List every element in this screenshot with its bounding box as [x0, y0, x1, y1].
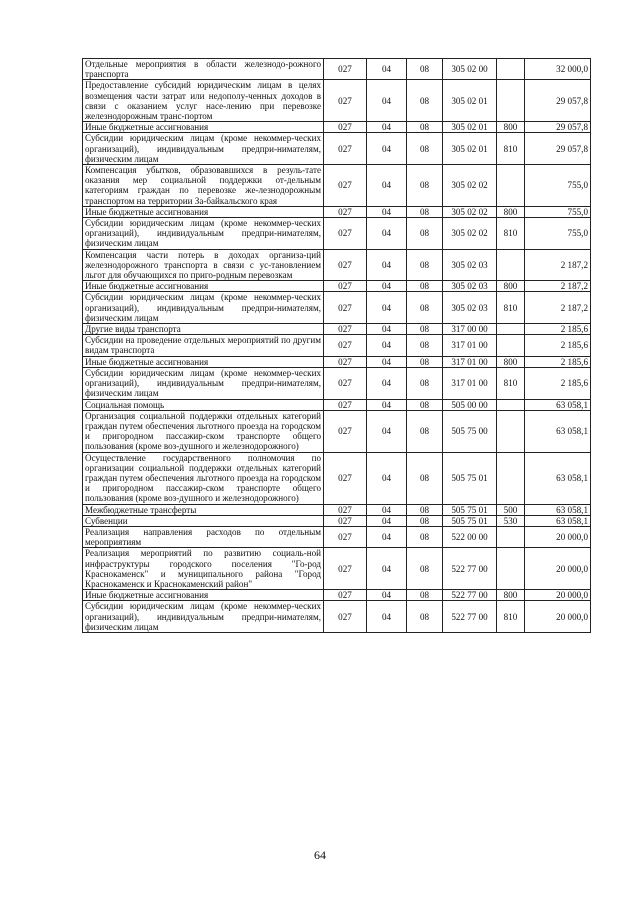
table-row [83, 281, 591, 292]
row-subsection-code: 08 [407, 356, 443, 367]
row-name: Иные бюджетные ассигнования [83, 206, 324, 217]
row-expense-type [497, 526, 525, 547]
row-ministry-code: 027 [324, 80, 367, 122]
row-expense-type: 810 [497, 133, 525, 165]
table-row [83, 59, 591, 80]
row-ministry-code: 027 [324, 335, 367, 356]
row-name: Межбюджетные трансферты [83, 504, 324, 515]
row-name: Иные бюджетные ассигнования [83, 356, 324, 367]
row-ministry-code: 027 [324, 165, 367, 207]
row-subsection-code: 08 [407, 122, 443, 133]
table-row [83, 122, 591, 133]
row-amount: 2 187,2 [525, 292, 591, 324]
row-section-code: 04 [367, 515, 407, 526]
row-amount: 755,0 [525, 165, 591, 207]
row-section-code: 04 [367, 399, 407, 410]
row-ministry-code: 027 [324, 218, 367, 250]
row-target-article: 505 75 01 [443, 504, 497, 515]
row-expense-type: 800 [497, 281, 525, 292]
row-expense-type [497, 399, 525, 410]
table-row [83, 292, 591, 324]
row-target-article: 305 02 03 [443, 281, 497, 292]
page-number: 64 [314, 848, 326, 862]
row-section-code: 04 [367, 133, 407, 165]
row-expense-type [497, 452, 525, 504]
row-name: Другие виды транспорта [83, 324, 324, 335]
row-target-article: 305 02 03 [443, 292, 497, 324]
table-row [83, 504, 591, 515]
table-row [83, 548, 591, 590]
row-subsection-code: 08 [407, 335, 443, 356]
row-section-code: 04 [367, 410, 407, 452]
table-row [83, 165, 591, 207]
row-name: Субсидии юридическим лицам (кроме некоммер-ческих организаций), индивидуальным предпри-нимателям, физическим лицам [83, 292, 324, 324]
row-target-article: 505 75 01 [443, 515, 497, 526]
row-expense-type: 530 [497, 515, 525, 526]
row-amount: 20 000,0 [525, 526, 591, 547]
row-ministry-code: 027 [324, 410, 367, 452]
table-row [83, 399, 591, 410]
row-subsection-code: 08 [407, 515, 443, 526]
row-section-code: 04 [367, 356, 407, 367]
row-expense-type [497, 324, 525, 335]
row-amount: 2 185,6 [525, 367, 591, 399]
row-target-article: 305 02 02 [443, 165, 497, 207]
row-target-article: 522 00 00 [443, 526, 497, 547]
row-expense-type: 800 [497, 122, 525, 133]
row-target-article: 305 02 01 [443, 122, 497, 133]
row-target-article: 305 02 01 [443, 133, 497, 165]
row-subsection-code: 08 [407, 80, 443, 122]
row-ministry-code: 027 [324, 133, 367, 165]
row-subsection-code: 08 [407, 590, 443, 601]
row-section-code: 04 [367, 206, 407, 217]
row-section-code: 04 [367, 452, 407, 504]
row-amount: 2 187,2 [525, 281, 591, 292]
row-name: Реализация мероприятий по развитию социаль-ной инфраструктуры городского поселения "Го-род Краснокаменск" и муниципального района "Город Краснокаменск и Краснокаменский район" [83, 548, 324, 590]
row-amount: 755,0 [525, 206, 591, 217]
row-subsection-code: 08 [407, 281, 443, 292]
row-target-article: 522 77 00 [443, 590, 497, 601]
row-expense-type [497, 80, 525, 122]
row-section-code: 04 [367, 504, 407, 515]
row-name: Субсидии юридическим лицам (кроме некоммер-ческих организаций), индивидуальным предпри-нимателям, физическим лицам [83, 133, 324, 165]
table-row [83, 526, 591, 547]
row-expense-type: 810 [497, 601, 525, 633]
table-row [83, 218, 591, 250]
row-name: Субсидии юридическим лицам (кроме некоммер-ческих организаций), индивидуальным предпри-нимателям, физическим лицам [83, 218, 324, 250]
row-name: Субсидии юридическим лицам (кроме некоммер-ческих организаций), индивидуальным предпри-нимателям, физическим лицам [83, 367, 324, 399]
row-name: Отдельные мероприятия в области железнодо-рожного транспорта [83, 59, 324, 80]
row-expense-type: 810 [497, 367, 525, 399]
row-amount: 63 058,1 [525, 452, 591, 504]
row-name: Осуществление государственного полномочия по организации социальной поддержки отдельных категорий граждан путем обеспечения льготного проезда на городском и пригородном пассажир-ском транспорте общего пользования (кроме воз-душного и железнодорожного) [83, 452, 324, 504]
row-subsection-code: 08 [407, 399, 443, 410]
row-section-code: 04 [367, 335, 407, 356]
row-ministry-code: 027 [324, 356, 367, 367]
row-amount: 20 000,0 [525, 590, 591, 601]
row-ministry-code: 027 [324, 59, 367, 80]
row-ministry-code: 027 [324, 122, 367, 133]
row-target-article: 305 02 02 [443, 206, 497, 217]
row-amount: 2 187,2 [525, 249, 591, 281]
row-amount: 63 058,1 [525, 515, 591, 526]
row-expense-type [497, 410, 525, 452]
row-ministry-code: 027 [324, 504, 367, 515]
row-expense-type: 500 [497, 504, 525, 515]
row-name: Организация социальной поддержки отдельных категорий граждан путем обеспечения льготного проезда на городском и пригородном пассажир-ском транспорте общего пользования (кроме воз-душного и железнодорожного) [83, 410, 324, 452]
table-row [83, 133, 591, 165]
row-section-code: 04 [367, 59, 407, 80]
row-expense-type: 800 [497, 206, 525, 217]
table-row [83, 206, 591, 217]
table-row [83, 515, 591, 526]
row-amount: 2 185,6 [525, 324, 591, 335]
row-subsection-code: 08 [407, 206, 443, 217]
row-ministry-code: 027 [324, 324, 367, 335]
row-ministry-code: 027 [324, 452, 367, 504]
row-target-article: 317 01 00 [443, 367, 497, 399]
row-name: Компенсация части потерь в доходах организа-ций железнодорожного транспорта в связи с ус-тановлением льгот для обучающихся по приго-родным перевозкам [83, 249, 324, 281]
budget-table-body [83, 59, 591, 633]
row-section-code: 04 [367, 367, 407, 399]
row-section-code: 04 [367, 590, 407, 601]
row-target-article: 317 01 00 [443, 356, 497, 367]
row-subsection-code: 08 [407, 292, 443, 324]
row-ministry-code: 027 [324, 548, 367, 590]
row-name: Субсидии на проведение отдельных мероприятий по другим видам транспорта [83, 335, 324, 356]
row-section-code: 04 [367, 548, 407, 590]
row-section-code: 04 [367, 292, 407, 324]
row-subsection-code: 08 [407, 526, 443, 547]
row-target-article: 317 01 00 [443, 335, 497, 356]
table-row [83, 249, 591, 281]
row-amount: 29 057,8 [525, 133, 591, 165]
row-target-article: 305 02 00 [443, 59, 497, 80]
row-subsection-code: 08 [407, 249, 443, 281]
row-expense-type: 800 [497, 356, 525, 367]
row-ministry-code: 027 [324, 590, 367, 601]
table-row [83, 335, 591, 356]
row-amount: 29 057,8 [525, 122, 591, 133]
row-ministry-code: 027 [324, 601, 367, 633]
row-expense-type: 810 [497, 292, 525, 324]
row-amount: 32 000,0 [525, 59, 591, 80]
row-ministry-code: 027 [324, 292, 367, 324]
row-ministry-code: 027 [324, 367, 367, 399]
row-subsection-code: 08 [407, 165, 443, 207]
row-name: Компенсация убытков, образовавшихся в резуль-тате оказания мер социальной поддержки от-дельным категориям граждан по перевозке же-лезнодорожным транспортом на территории За-байкальского края [83, 165, 324, 207]
row-section-code: 04 [367, 165, 407, 207]
row-subsection-code: 08 [407, 548, 443, 590]
row-amount: 2 185,6 [525, 356, 591, 367]
row-name: Субвенции [83, 515, 324, 526]
row-section-code: 04 [367, 601, 407, 633]
row-name: Субсидии юридическим лицам (кроме некоммер-ческих организаций), индивидуальным предпри-нимателям, физическим лицам [83, 601, 324, 633]
row-section-code: 04 [367, 80, 407, 122]
row-subsection-code: 08 [407, 133, 443, 165]
row-section-code: 04 [367, 122, 407, 133]
row-ministry-code: 027 [324, 249, 367, 281]
row-amount: 20 000,0 [525, 601, 591, 633]
table-row [83, 590, 591, 601]
row-amount: 755,0 [525, 218, 591, 250]
row-ministry-code: 027 [324, 281, 367, 292]
row-subsection-code: 08 [407, 504, 443, 515]
row-subsection-code: 08 [407, 324, 443, 335]
row-section-code: 04 [367, 324, 407, 335]
table-row [83, 601, 591, 633]
table-row [83, 356, 591, 367]
row-name: Иные бюджетные ассигнования [83, 281, 324, 292]
row-expense-type [497, 165, 525, 207]
row-ministry-code: 027 [324, 526, 367, 547]
row-subsection-code: 08 [407, 410, 443, 452]
row-expense-type [497, 335, 525, 356]
row-subsection-code: 08 [407, 59, 443, 80]
row-subsection-code: 08 [407, 601, 443, 633]
row-ministry-code: 027 [324, 206, 367, 217]
row-amount: 29 057,8 [525, 80, 591, 122]
row-amount: 2 185,6 [525, 335, 591, 356]
row-name: Социальная помощь [83, 399, 324, 410]
row-expense-type [497, 59, 525, 80]
table-row [83, 410, 591, 452]
row-target-article: 505 75 01 [443, 452, 497, 504]
row-ministry-code: 027 [324, 399, 367, 410]
row-subsection-code: 08 [407, 218, 443, 250]
row-name: Иные бюджетные ассигнования [83, 590, 324, 601]
row-section-code: 04 [367, 249, 407, 281]
row-target-article: 305 02 03 [443, 249, 497, 281]
row-ministry-code: 027 [324, 515, 367, 526]
table-row [83, 80, 591, 122]
table-row [83, 324, 591, 335]
row-expense-type [497, 548, 525, 590]
row-subsection-code: 08 [407, 452, 443, 504]
row-target-article: 522 77 00 [443, 548, 497, 590]
row-target-article: 505 75 00 [443, 410, 497, 452]
budget-table [82, 58, 591, 633]
row-name: Иные бюджетные ассигнования [83, 122, 324, 133]
row-expense-type [497, 249, 525, 281]
row-amount: 63 058,1 [525, 504, 591, 515]
row-amount: 63 058,1 [525, 399, 591, 410]
row-target-article: 522 77 00 [443, 601, 497, 633]
row-name: Предоставление субсидий юридическим лицам в целях возмещения части затрат или недополу-ченных доходов в связи с оказанием услуг насе-лению при перевозке железнодорожным транс-портом [83, 80, 324, 122]
row-amount: 20 000,0 [525, 548, 591, 590]
row-target-article: 317 00 00 [443, 324, 497, 335]
row-section-code: 04 [367, 526, 407, 547]
row-expense-type: 800 [497, 590, 525, 601]
row-target-article: 305 02 02 [443, 218, 497, 250]
table-row [83, 452, 591, 504]
row-section-code: 04 [367, 281, 407, 292]
row-subsection-code: 08 [407, 367, 443, 399]
row-expense-type: 810 [497, 218, 525, 250]
table-row [83, 367, 591, 399]
row-section-code: 04 [367, 218, 407, 250]
row-name: Реализация направления расходов по отдельным мероприятиям [83, 526, 324, 547]
row-amount: 63 058,1 [525, 410, 591, 452]
row-target-article: 505 00 00 [443, 399, 497, 410]
row-target-article: 305 02 01 [443, 80, 497, 122]
